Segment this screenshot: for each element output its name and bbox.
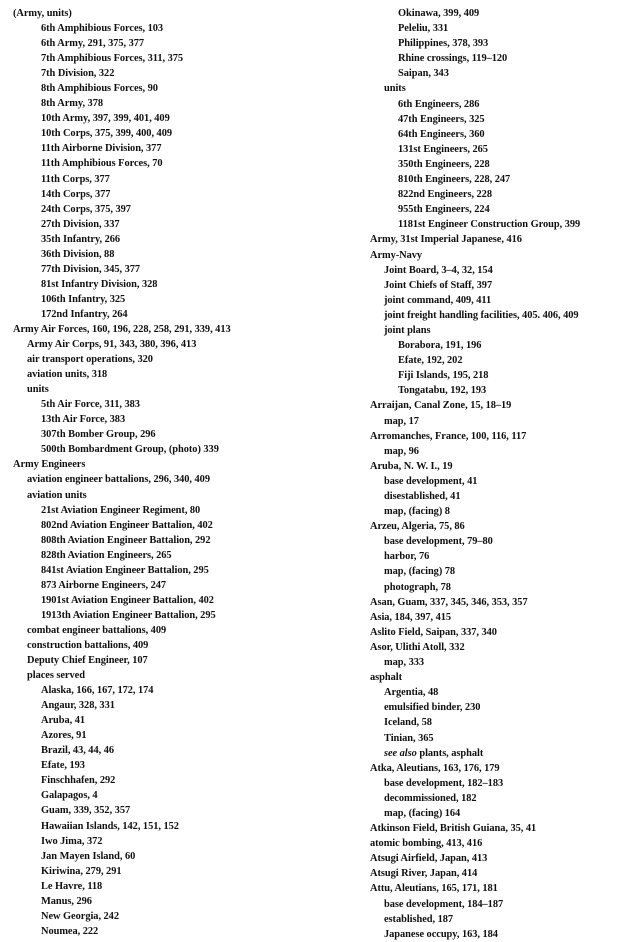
index-entry xyxy=(13,533,343,548)
index-entry xyxy=(370,625,636,640)
index-entry-text: New Georgia, 242 xyxy=(41,910,119,922)
index-entry xyxy=(370,66,636,81)
index-entry xyxy=(13,36,343,51)
index-entry xyxy=(370,806,636,821)
index-entry xyxy=(13,156,343,171)
index-entry xyxy=(13,713,343,728)
index-entry xyxy=(13,187,343,202)
index-entry xyxy=(370,866,636,881)
index-entry-text: Atka, Aleutians, 163, 176, 179 xyxy=(370,762,500,774)
index-entry xyxy=(370,21,636,36)
index-entry-text: Army, 31st Imperial Japanese, 416 xyxy=(370,234,522,246)
index-entry-text: 5th Air Force, 311, 383 xyxy=(41,399,140,411)
index-entry-text: 24th Corps, 375, 397 xyxy=(41,203,131,215)
index-entry-text: Argentia, 48 xyxy=(384,687,439,699)
index-entry xyxy=(370,564,636,579)
index-entry-text: Arromanches, France, 100, 116, 117 xyxy=(370,430,527,442)
index-entry xyxy=(13,172,343,187)
index-entry xyxy=(370,353,636,368)
index-entry xyxy=(13,202,343,217)
index-entry xyxy=(370,549,636,564)
index-entry-text: Joint Chiefs of Staff, 397 xyxy=(384,279,493,291)
index-entry xyxy=(13,247,343,262)
index-entry-text: 35th Infantry, 266 xyxy=(41,233,121,245)
index-entry-text: 21st Aviation Engineer Regiment, 80 xyxy=(41,504,201,516)
index-entry-text: Tinian, 365 xyxy=(384,732,434,744)
index-entry-text: 11th Airborne Division, 377 xyxy=(41,143,162,155)
index-entry xyxy=(13,96,343,111)
index-entry xyxy=(370,368,636,383)
index-entry-text: air transport operations, 320 xyxy=(27,354,153,366)
index-entry xyxy=(370,157,636,172)
index-entry xyxy=(13,6,343,21)
index-entry xyxy=(370,519,636,534)
index-entry-text: 10th Corps, 375, 399, 400, 409 xyxy=(41,128,172,140)
index-entry xyxy=(370,685,636,700)
index-entry xyxy=(370,112,636,127)
index-entry xyxy=(370,444,636,459)
index-entry xyxy=(13,141,343,156)
index-entry xyxy=(370,308,636,323)
index-entry-text: atomic bombing, 413, 416 xyxy=(370,838,483,850)
index-entry xyxy=(13,472,343,487)
index-entry xyxy=(370,172,636,187)
index-entry-text: Army Air Forces, 160, 196, 228, 258, 291, 339, 413 xyxy=(13,323,231,335)
index-entry xyxy=(13,292,343,307)
index-entry-text: Philippines, 378, 393 xyxy=(398,38,489,50)
index-entry-text: Azores, 91 xyxy=(41,730,87,742)
index-entry xyxy=(370,97,636,112)
index-entry-text: Joint Board, 3–4, 32, 154 xyxy=(384,264,493,276)
index-entry-text: 307th Bomber Group, 296 xyxy=(41,429,156,441)
index-entry xyxy=(13,879,343,894)
index-entry xyxy=(370,580,636,595)
index-entry xyxy=(13,262,343,277)
index-entry xyxy=(13,548,343,563)
index-entry xyxy=(13,894,343,909)
index-entry xyxy=(370,127,636,142)
see-also-prefix: see also xyxy=(384,747,420,759)
index-entry-text: 828th Aviation Engineers, 265 xyxy=(41,549,172,561)
index-entry xyxy=(370,746,636,761)
index-entry xyxy=(370,927,636,942)
index-entry-text: aviation units xyxy=(27,489,87,501)
index-entry-text: 810th Engineers, 228, 247 xyxy=(398,174,511,186)
index-entry xyxy=(13,623,343,638)
index-entry-text: 7th Division, 322 xyxy=(41,68,115,80)
index-entry xyxy=(370,912,636,927)
index-entry xyxy=(370,595,636,610)
index-entry-text: 350th Engineers, 228 xyxy=(398,158,490,170)
index-entry xyxy=(13,518,343,533)
index-entry-text: asphalt xyxy=(370,672,402,684)
index-entry xyxy=(370,897,636,912)
index-entry xyxy=(13,232,343,247)
index-entry-text: base development, 182–183 xyxy=(384,777,504,789)
index-entry-text: 172nd Infantry, 264 xyxy=(41,308,128,320)
index-entry xyxy=(13,217,343,232)
index-entry-text: Japanese occupy, 163, 184 xyxy=(384,928,498,940)
index-entry-text: 802nd Aviation Engineer Battalion, 402 xyxy=(41,519,213,531)
index-entry xyxy=(370,791,636,806)
index-entry-text: Noumea, 222 xyxy=(41,925,99,937)
index-entry-text: 7th Amphibious Forces, 311, 375 xyxy=(41,53,184,65)
index-entry xyxy=(370,534,636,549)
index-entry xyxy=(13,412,343,427)
index-entry xyxy=(370,610,636,625)
index-entry xyxy=(370,293,636,308)
index-entry xyxy=(13,864,343,879)
index-entry xyxy=(13,21,343,36)
index-entry xyxy=(370,232,636,247)
index-entry xyxy=(13,849,343,864)
index-entry xyxy=(370,6,636,21)
index-entry-text: Iceland, 58 xyxy=(384,717,432,729)
index-entry-text: (Army, units) xyxy=(13,8,72,19)
index-entry-text: Asor, Ulithi Atoll, 332 xyxy=(370,641,465,653)
index-entry xyxy=(370,821,636,836)
index-entry xyxy=(13,51,343,66)
index-entry-text: joint freight handling facilities, 405. 406, 409 xyxy=(384,309,579,321)
index-entry xyxy=(13,81,343,96)
index-entry-text: map, (facing) 78 xyxy=(384,566,456,578)
index-entry-text: Efate, 192, 202 xyxy=(398,355,463,367)
index-entry-text: 36th Division, 88 xyxy=(41,248,115,260)
index-entry-text: Fiji Islands, 195, 218 xyxy=(398,370,489,382)
index-column-right xyxy=(370,6,636,942)
index-entry xyxy=(13,397,343,412)
index-entry-text: Borabora, 191, 196 xyxy=(398,340,482,352)
index-entry-text: 11th Amphibious Forces, 70 xyxy=(41,158,163,170)
index-entry-text: Finschhafen, 292 xyxy=(41,775,116,787)
index-entry xyxy=(13,563,343,578)
index-entry xyxy=(13,924,343,939)
index-entry-text: Army Air Corps, 91, 343, 380, 396, 413 xyxy=(27,339,197,351)
index-entry-text: Aruba, 41 xyxy=(41,715,86,727)
index-entry xyxy=(370,142,636,157)
index-entry-text: Manus, 296 xyxy=(41,895,92,907)
index-entry xyxy=(13,668,343,683)
index-entry xyxy=(370,248,636,263)
index-entry-text: Atsugi River, Japan, 414 xyxy=(370,868,478,880)
index-entry xyxy=(370,217,636,232)
index-entry-text: Okinawa, 399, 409 xyxy=(398,8,480,19)
index-entry-text: map, 333 xyxy=(384,657,425,669)
index-entry-text: units xyxy=(384,83,406,95)
index-entry xyxy=(370,202,636,217)
index-entry-text: Atsugi Airfield, Japan, 413 xyxy=(370,853,488,865)
index-entry-text: 64th Engineers, 360 xyxy=(398,128,485,140)
index-entry-text: 6th Army, 291, 375, 377 xyxy=(41,38,145,50)
index-entry xyxy=(13,111,343,126)
index-entry-text: joint command, 409, 411 xyxy=(384,294,492,306)
index-entry-text: aviation units, 318 xyxy=(27,369,108,381)
index-column-left xyxy=(13,6,343,939)
index-entry xyxy=(13,683,343,698)
index-entry xyxy=(370,670,636,685)
index-entry xyxy=(370,836,636,851)
index-entry xyxy=(13,126,343,141)
index-entry-text: 13th Air Force, 383 xyxy=(41,414,126,426)
index-entry-text: Rhine crossings, 119–120 xyxy=(398,53,508,65)
index-entry xyxy=(370,263,636,278)
index-entry xyxy=(370,398,636,413)
index-entry xyxy=(370,51,636,66)
index-entry-text: 81st Infantry Division, 328 xyxy=(41,278,158,290)
index-entry-text: 77th Division, 345, 377 xyxy=(41,263,141,275)
index-entry xyxy=(13,66,343,81)
index-entry xyxy=(13,803,343,818)
index-entry xyxy=(13,322,343,337)
index-entry-text: 8th Amphibious Forces, 90 xyxy=(41,83,158,95)
index-entry-text: 131st Engineers, 265 xyxy=(398,143,488,155)
index-entry xyxy=(13,653,343,668)
index-entry xyxy=(13,503,343,518)
index-entry xyxy=(370,323,636,338)
index-entry-text: Asan, Guam, 337, 345, 346, 353, 357 xyxy=(370,596,528,608)
index-entry-text: units xyxy=(27,384,49,396)
index-entry xyxy=(13,728,343,743)
index-entry-text: harbor, 76 xyxy=(384,551,430,563)
index-entry xyxy=(13,593,343,608)
index-entry-text: base development, 184–187 xyxy=(384,898,504,910)
index-entry-text: 1901st Aviation Engineer Battalion, 402 xyxy=(41,594,214,606)
index-entry-text: 955th Engineers, 224 xyxy=(398,204,490,216)
index-entry xyxy=(13,758,343,773)
index-entry-text: map, (facing) 164 xyxy=(384,807,461,819)
index-entry-text: Hawaiian Islands, 142, 151, 152 xyxy=(41,820,179,832)
index-entry-text: Aslito Field, Saipan, 337, 340 xyxy=(370,626,497,638)
index-entry xyxy=(370,504,636,519)
index-entry xyxy=(370,459,636,474)
index-entry xyxy=(13,743,343,758)
index-entry xyxy=(13,788,343,803)
index-entry xyxy=(13,367,343,382)
index-entry-text: 500th Bombardment Group, (photo) 339 xyxy=(41,444,219,456)
index-entry xyxy=(370,489,636,504)
index-entry xyxy=(370,383,636,398)
index-entry-text: Saipan, 343 xyxy=(398,68,449,80)
index-entry xyxy=(370,414,636,429)
index-entry-text: Guam, 339, 352, 357 xyxy=(41,805,131,817)
index-entry-text: 6th Amphibious Forces, 103 xyxy=(41,23,164,35)
index-entry xyxy=(370,278,636,293)
index-entry-text: plants, asphalt xyxy=(419,747,484,759)
index-entry-text: 106th Infantry, 325 xyxy=(41,293,126,305)
index-entry-text: Arzeu, Algeria, 75, 86 xyxy=(370,521,465,533)
index-entry xyxy=(370,776,636,791)
index-entry-text: Jan Mayen Island, 60 xyxy=(41,850,136,862)
index-entry-text: Deputy Chief Engineer, 107 xyxy=(27,655,148,667)
index-entry-text: construction battalions, 409 xyxy=(27,639,149,651)
index-entry xyxy=(370,700,636,715)
index-entry xyxy=(13,457,343,472)
index-entry-text: map, (facing) 8 xyxy=(384,506,450,518)
index-entry-text: 822nd Engineers, 228 xyxy=(398,189,492,201)
index-entry xyxy=(370,429,636,444)
index-entry xyxy=(13,608,343,623)
index-entry xyxy=(13,638,343,653)
index-entry-text: combat engineer battalions, 409 xyxy=(27,624,167,636)
index-entry-text: Attu, Aleutians, 165, 171, 181 xyxy=(370,883,498,895)
index-entry-text: 14th Corps, 377 xyxy=(41,188,111,200)
index-entry xyxy=(13,834,343,849)
index-entry-text: disestablished, 41 xyxy=(384,491,461,502)
index-entry xyxy=(13,382,343,397)
index-entry-text: emulsified binder, 230 xyxy=(384,702,481,714)
index-entry-text: 1913th Aviation Engineer Battalion, 295 xyxy=(41,609,216,621)
index-entry-text: Tongatabu, 192, 193 xyxy=(398,385,487,397)
index-entry-text: photograph, 78 xyxy=(384,581,451,593)
index-entry-text: places served xyxy=(27,670,85,682)
index-entry-text: base development, 41 xyxy=(384,475,478,487)
index-entry-text: Army Engineers xyxy=(13,459,86,471)
index-entry-text: 27th Division, 337 xyxy=(41,218,120,230)
index-entry xyxy=(13,337,343,352)
index-entry-text: Atkinson Field, British Guiana, 35, 41 xyxy=(370,823,537,835)
index-entry-text: map, 17 xyxy=(384,415,419,427)
index-entry xyxy=(370,81,636,96)
index-entry-text: Iwo Jima, 372 xyxy=(41,835,103,847)
index-entry-text: Brazil, 43, 44, 46 xyxy=(41,745,114,757)
index-entry xyxy=(13,488,343,503)
index-entry xyxy=(13,427,343,442)
index-entry-text: Efate, 193 xyxy=(41,760,85,772)
index-entry xyxy=(13,698,343,713)
index-entry-text: 10th Army, 397, 399, 401, 409 xyxy=(41,113,170,125)
index-entry xyxy=(370,731,636,746)
index-entry-text: Army-Navy xyxy=(370,249,423,261)
index-entry-text: Asia, 184, 397, 415 xyxy=(370,611,452,623)
index-entry xyxy=(370,851,636,866)
index-entry xyxy=(13,352,343,367)
index-entry-text: 47th Engineers, 325 xyxy=(398,113,485,125)
index-entry-text: Aruba, N. W. I., 19 xyxy=(370,460,453,472)
index-entry xyxy=(370,187,636,202)
index-entry xyxy=(13,773,343,788)
index-entry-text: Alaska, 166, 167, 172, 174 xyxy=(41,685,154,697)
index-entry xyxy=(13,819,343,834)
index-entry xyxy=(370,761,636,776)
index-entry-text: aviation engineer battalions, 296, 340, 409 xyxy=(27,474,210,486)
index-entry-text: 873 Airborne Engineers, 247 xyxy=(41,579,167,591)
index-entry-text: Kiriwina, 279, 291 xyxy=(41,865,122,877)
index-entry-text: 1181st Engineer Construction Group, 399 xyxy=(398,219,581,231)
index-entry-text: 841st Aviation Engineer Battalion, 295 xyxy=(41,564,209,576)
index-entry-text: 808th Aviation Engineer Battalion, 292 xyxy=(41,534,211,546)
index-entry-text: Arraijan, Canal Zone, 15, 18–19 xyxy=(370,400,512,412)
index-entry xyxy=(370,881,636,896)
index-entry-text: decommissioned, 182 xyxy=(384,792,477,804)
index-entry xyxy=(13,277,343,292)
index-entry-text: base development, 79–80 xyxy=(384,536,493,548)
index-entry-text: 8th Army, 378 xyxy=(41,98,103,110)
index-entry-text: Galapagos, 4 xyxy=(41,790,98,802)
index-entry xyxy=(370,655,636,670)
index-entry xyxy=(370,474,636,489)
index-entry-text: 6th Engineers, 286 xyxy=(398,98,480,110)
index-entry-text: Le Havre, 118 xyxy=(41,880,103,892)
index-entry xyxy=(370,36,636,51)
index-entry xyxy=(370,338,636,353)
index-entry xyxy=(13,307,343,322)
index-entry xyxy=(13,442,343,457)
index-entry-text: Peleliu, 331 xyxy=(398,23,449,35)
index-entry-text: established, 187 xyxy=(384,913,454,925)
index-entry-text: 11th Corps, 377 xyxy=(41,173,110,185)
index-entry xyxy=(370,640,636,655)
index-entry-text: Angaur, 328, 331 xyxy=(41,700,115,712)
index-entry-text: joint plans xyxy=(384,324,431,336)
index-entry xyxy=(370,715,636,730)
index-entry xyxy=(13,909,343,924)
index-entry xyxy=(13,578,343,593)
index-entry-text: map, 96 xyxy=(384,445,419,457)
